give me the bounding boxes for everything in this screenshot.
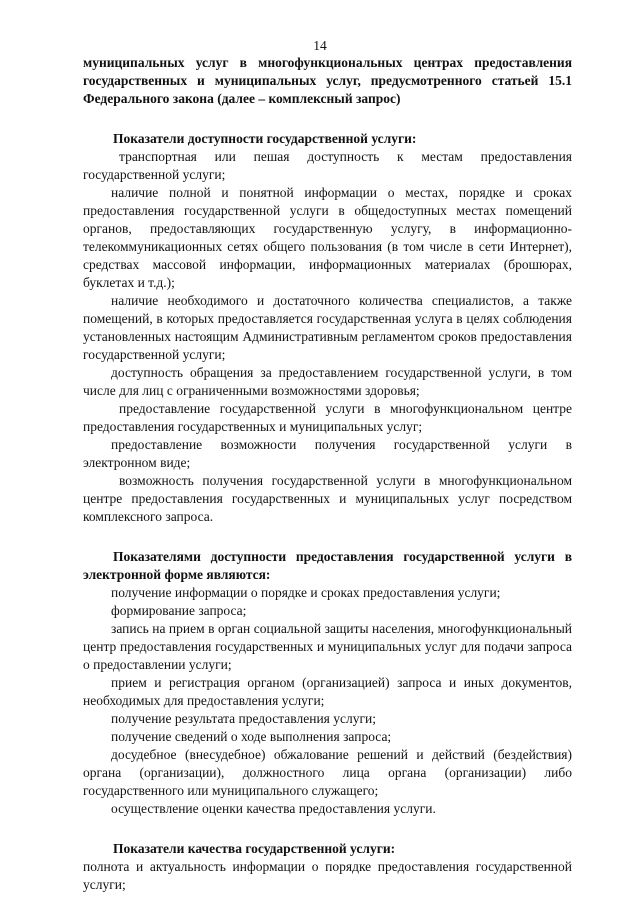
section1-item: предоставление государственной услуги в многофункциональном центре предоставления государственных и муниципальных услуг; [83, 401, 572, 434]
section2-item: получение информации о порядке и сроках предоставления услуги; [111, 585, 501, 600]
section2-item: получение сведений о ходе выполнения запроса; [111, 729, 392, 744]
section1-item: возможность получения государственной услуги в многофункциональном центре предоставления государственных и муниципальных услуг посредством комплексного запроса. [83, 473, 572, 524]
section2-item: прием и регистрация органом (организацией) запроса и иных документов, необходимых для предоставления услуги; [83, 675, 572, 708]
section1-item: наличие необходимого и достаточного количества специалистов, а также помещений, в которых предоставляется государственная услуга в целях соблюдения установленных настоящим Административным регламентом сроков предоставления государственной услуги; [83, 293, 572, 362]
section2-item: формирование запроса; [111, 603, 247, 618]
page-number: 14 [313, 38, 327, 53]
section3-item: полнота и актуальность информации о порядке предоставления государственной услуги; [83, 859, 572, 892]
section2-item: запись на прием в орган социальной защиты населения, многофункциональный центр предоставления государственных и муниципальных услуг для подачи запроса о предоставлении услуги; [83, 621, 572, 672]
section1-item: наличие полной и понятной информации о местах, порядке и сроках предоставления государственной услуги в общедоступных местах помещений органов, предоставляющих государственную услугу, в информационно-телекоммуникационных сетях общего пользования (в том числе в сети Интернет), средствах массовой информации, информационных материалах (брошюрах, буклетах и т.д.); [83, 185, 572, 290]
section1-item: транспортная или пешая доступность к местам предоставления государственной услуги; [83, 149, 572, 182]
section1-item: доступность обращения за предоставлением государственной услуги, в том числе для лиц с ограниченными возможностями здоровья; [83, 365, 572, 398]
section2-item: получение результата предоставления услуги; [111, 711, 377, 726]
section1-heading: Показатели доступности государственной услуги: [113, 131, 417, 146]
section2-heading: Показателями доступности предоставления государственной услуги в электронной форме являются: [83, 549, 572, 582]
intro-paragraph: муниципальных услуг в многофункциональных центрах предоставления государственных и муниципальных услуг, предусмотренного статьей 15.1 Федерального закона (далее – комплексный запрос) [83, 55, 572, 106]
section2-item: досудебное (внесудебное) обжалование решений и действий (бездействия) органа (организации), должностного лица органа (организации) либо государственного или муниципального служащего; [83, 747, 572, 798]
section2-item: осуществление оценки качества предоставления услуги. [111, 801, 436, 816]
section3-heading: Показатели качества государственной услуги: [113, 841, 396, 856]
document-body [83, 54, 572, 894]
section1-item: предоставление возможности получения государственной услуги в электронном виде; [83, 437, 572, 470]
